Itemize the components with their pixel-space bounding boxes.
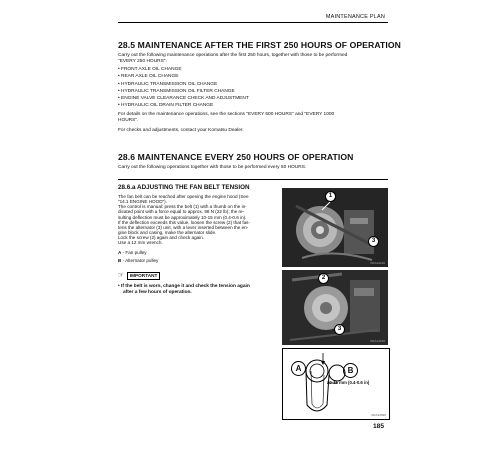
- body-line: The control is manual: press the belt (1) with a thumb on the in-: [118, 204, 247, 210]
- list-item: • HYDRAULIC TRANSMISSION OIL FILTER CHANGE: [118, 88, 235, 94]
- alternator-photo-2: [282, 270, 388, 345]
- subsection-body: [118, 194, 278, 246]
- list-item: • HYDRAULIC TRANSMISSION OIL CHANGE: [118, 81, 218, 87]
- alternator-photo-1: [282, 188, 388, 267]
- body-line: Lock the screw (2) again and check again.: [118, 235, 205, 241]
- list-item: • REAR AXLE OIL CHANGE: [118, 74, 179, 80]
- list-item-text: FRONT AXLE OIL CHANGE: [121, 67, 182, 72]
- body-line: dicated point with a force equal to approx. 98 N (22 lb); the re-: [118, 209, 245, 215]
- callout-3-photo2: 3: [334, 324, 345, 335]
- header-rule: [118, 22, 388, 23]
- belt-warning-line2: after a few hours of operation.: [123, 289, 192, 295]
- legend-b-text: - Alternator pulley: [121, 258, 159, 263]
- body-line: Use a 12 mm wrench.: [118, 240, 163, 246]
- body-line: tens the alternator (3) unit, with a lever inserted between the en-: [118, 224, 249, 230]
- belt-warning-line1: • If the belt is worn, change it and check the tension again: [118, 284, 250, 289]
- important-note: [118, 272, 160, 280]
- section1-intro-line2: "EVERY 250 HOURS".: [118, 58, 167, 64]
- section2-intro: Carry out the following operations together with those to be performed every 50 HOURS.: [118, 165, 307, 170]
- body-line: "14.1 ENGINE HOOD").: [118, 199, 167, 205]
- list-item-text: REAR AXLE OIL CHANGE: [121, 74, 179, 80]
- manual-hand-icon: ☞: [118, 272, 124, 279]
- pulley-label-b: B: [343, 363, 358, 378]
- section1-details-line1: For details on the maintenance operations, see the sections "EVERY 500 HOURS" and "EVERY 1000: [118, 112, 335, 117]
- callout-1: 1: [325, 191, 336, 202]
- callout-2: 2: [318, 273, 329, 284]
- photo-code-2: RKA12150: [370, 339, 385, 343]
- list-item: • HYDRAULIC OIL DRAIN FILTER CHANGE: [118, 103, 214, 109]
- section-title-28-6: 28.6 MAINTENANCE EVERY 250 HOURS OF OPERATION: [118, 152, 354, 162]
- legend-a-key: A: [118, 250, 122, 255]
- belt-warning: [118, 284, 283, 295]
- important-label: IMPORTANT: [127, 272, 161, 280]
- callout-3: 3: [368, 236, 379, 247]
- list-item-text: HYDRAULIC TRANSMISSION OIL CHANGE: [121, 81, 218, 87]
- subsection-title: 28.6.a ADJUSTING THE FAN BELT TENSION: [118, 184, 250, 191]
- body-line: gine block and casing, make the alternator slide.: [118, 230, 217, 236]
- body-line: The fan belt can be reached after opening the engine hood (See: [118, 194, 249, 199]
- section1-details: [118, 112, 334, 124]
- list-item: • ENGINE VALVE CLEARANCE CHECK AND ADJUSTMENT: [118, 96, 249, 102]
- running-header: MAINTENANCE PLAN: [325, 14, 385, 20]
- legend-a-text: - Fan pulley: [121, 250, 147, 255]
- photo-code-1: RKA12140: [370, 261, 385, 265]
- list-item: • FRONT AXLE OIL CHANGE: [118, 67, 182, 72]
- legend-b-key: B: [118, 258, 122, 263]
- legend-a: [118, 250, 147, 255]
- section1-details-line2: HOURS".: [118, 117, 139, 123]
- section-title-28-5: 28.5 MAINTENANCE AFTER THE FIRST 250 HOURS OF OPERATION: [118, 40, 401, 50]
- section-divider: [118, 179, 388, 180]
- section1-intro: [118, 53, 347, 65]
- list-item-text: ENGINE VALVE CLEARANCE CHECK AND ADJUSTMENT: [121, 96, 249, 102]
- page-number: 185: [372, 423, 384, 430]
- section1-contact: For checks and adjustments, contact your Komatsu Dealer.: [118, 128, 244, 133]
- body-line: sulting deflection must be approximately 10-15 mm (0.4-0.6 in).: [118, 214, 247, 220]
- list-item-text: HYDRAULIC TRANSMISSION OIL FILTER CHANGE: [121, 88, 235, 94]
- section1-intro-line1: Carry out the following maintenance operations after the first 250 hours, together with those to be performed: [118, 53, 348, 58]
- body-line: If the deflection exceeds this value, loosen the screw (2) that fas-: [118, 219, 251, 225]
- legend-b: [118, 258, 158, 263]
- diagram-code: RKA12690: [371, 413, 386, 417]
- section1-checklist: [118, 67, 249, 111]
- belt-warning-text: If the belt is worn, change it and check the tension again: [121, 284, 250, 289]
- alternator-illustration-1: [282, 188, 388, 267]
- pulley-label-a: A: [291, 361, 306, 376]
- alternator-illustration-2: [282, 270, 388, 345]
- deflection-measure: 10-15 mm (0.4-0.6 in): [327, 380, 370, 385]
- list-item-text: HYDRAULIC OIL DRAIN FILTER CHANGE: [121, 103, 214, 109]
- belt-tension-diagram: [282, 348, 390, 420]
